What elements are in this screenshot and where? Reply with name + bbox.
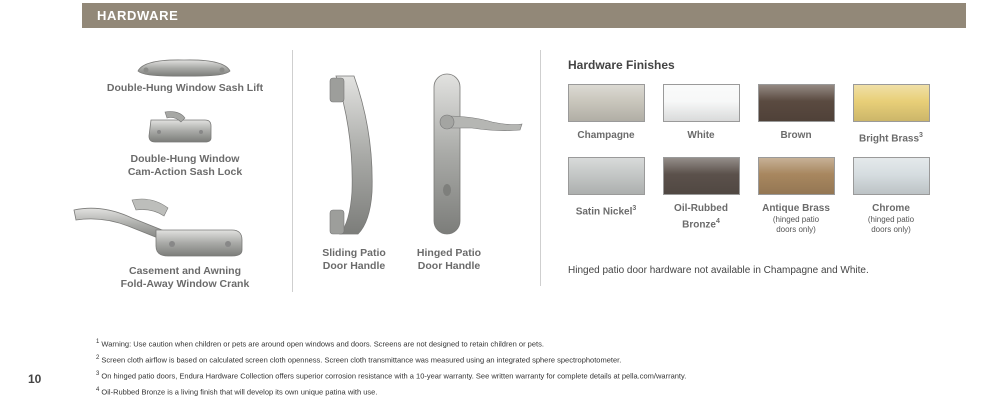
finish-name: Antique Brass bbox=[762, 203, 830, 214]
footnote-number: 1 bbox=[96, 339, 100, 345]
finish-note: doors only) bbox=[871, 225, 911, 234]
finish-name: Brown bbox=[780, 130, 812, 141]
footnote-number: 2 bbox=[96, 355, 100, 361]
sash-lock-caption: Double-Hung Window Cam-Action Sash Lock bbox=[127, 153, 243, 178]
page-number: 10 bbox=[28, 372, 42, 386]
finish-label bbox=[836, 202, 946, 235]
finish-label bbox=[551, 202, 661, 218]
finishes-note: Hinged patio door hardware not available in Champagne and White. bbox=[568, 265, 869, 276]
finish-swatch bbox=[853, 157, 930, 195]
footnote-ref: 3 bbox=[919, 132, 923, 139]
finish-note: doors only) bbox=[776, 225, 816, 234]
finish-name: Satin Nickel bbox=[575, 206, 633, 218]
sash-lift-caption: Double-Hung Window Sash Lift bbox=[106, 82, 264, 94]
divider-left bbox=[292, 50, 293, 292]
footnote-text: On hinged patio doors, Endura Hardware Collection offers superior corrosion resistance with a 10-year warranty. See written warranty for complete details at pella.com/warranty. bbox=[99, 371, 687, 381]
finish-name: Bright Brass bbox=[859, 133, 920, 145]
finish-swatch bbox=[758, 84, 835, 122]
finish-label bbox=[836, 129, 946, 145]
footnote-number: 4 bbox=[96, 387, 100, 393]
footnote-text: Oil-Rubbed Bronze is a living finish that will develop its own unique patina with use. bbox=[99, 387, 378, 397]
finish-name: Oil-Rubbed bbox=[674, 203, 728, 214]
footnote bbox=[96, 371, 686, 381]
finish-label bbox=[646, 129, 756, 142]
finish-swatch bbox=[663, 84, 740, 122]
window-crank-image bbox=[72, 190, 247, 260]
finishes-title: Hardware Finishes bbox=[568, 58, 675, 72]
finish-swatch bbox=[568, 157, 645, 195]
finish-note: (hinged patio bbox=[772, 215, 820, 224]
finish-swatch bbox=[758, 157, 835, 195]
footnote-text: Screen cloth airflow is based on calculated screen cloth openness. Screen cloth transmittance was measured using an integrated sphere spectrophotometer. bbox=[99, 355, 622, 365]
footnote bbox=[96, 387, 377, 397]
hinged-door-handle-image bbox=[432, 72, 527, 238]
sliding-handle-caption: Sliding Patio Door Handle bbox=[322, 247, 386, 272]
footnote-text: Warning: Use caution when children or pets are around open windows and doors. Screens are not designed to retain children or pets. bbox=[99, 339, 544, 349]
sash-lift-image bbox=[134, 57, 234, 79]
sliding-door-handle-image bbox=[328, 72, 378, 238]
finish-note: (hinged patio bbox=[867, 215, 915, 224]
finish-swatch bbox=[568, 84, 645, 122]
finish-swatch bbox=[663, 157, 740, 195]
divider-right bbox=[540, 50, 541, 286]
finish-name: Chrome bbox=[872, 203, 910, 214]
finish-label bbox=[741, 202, 851, 235]
finish-name-line2: Bronze bbox=[682, 219, 716, 231]
footnote bbox=[96, 355, 621, 365]
hinged-handle-caption: Hinged Patio Door Handle bbox=[416, 247, 482, 272]
finish-name: White bbox=[687, 130, 715, 141]
footnote bbox=[96, 339, 544, 349]
finish-swatch bbox=[853, 84, 930, 122]
footnote-ref: 3 bbox=[632, 205, 637, 212]
sash-lock-image bbox=[145, 110, 215, 146]
finish-label bbox=[646, 202, 756, 231]
finish-label bbox=[551, 129, 661, 142]
finish-label bbox=[741, 129, 851, 142]
footnote-ref: 4 bbox=[716, 218, 720, 225]
window-crank-caption: Casement and Awning Fold-Away Window Crank bbox=[120, 265, 250, 290]
finish-name: Champagne bbox=[577, 130, 635, 141]
section-title: HARDWARE bbox=[97, 8, 179, 23]
footnote-number: 3 bbox=[96, 371, 100, 377]
section-header bbox=[82, 3, 966, 28]
